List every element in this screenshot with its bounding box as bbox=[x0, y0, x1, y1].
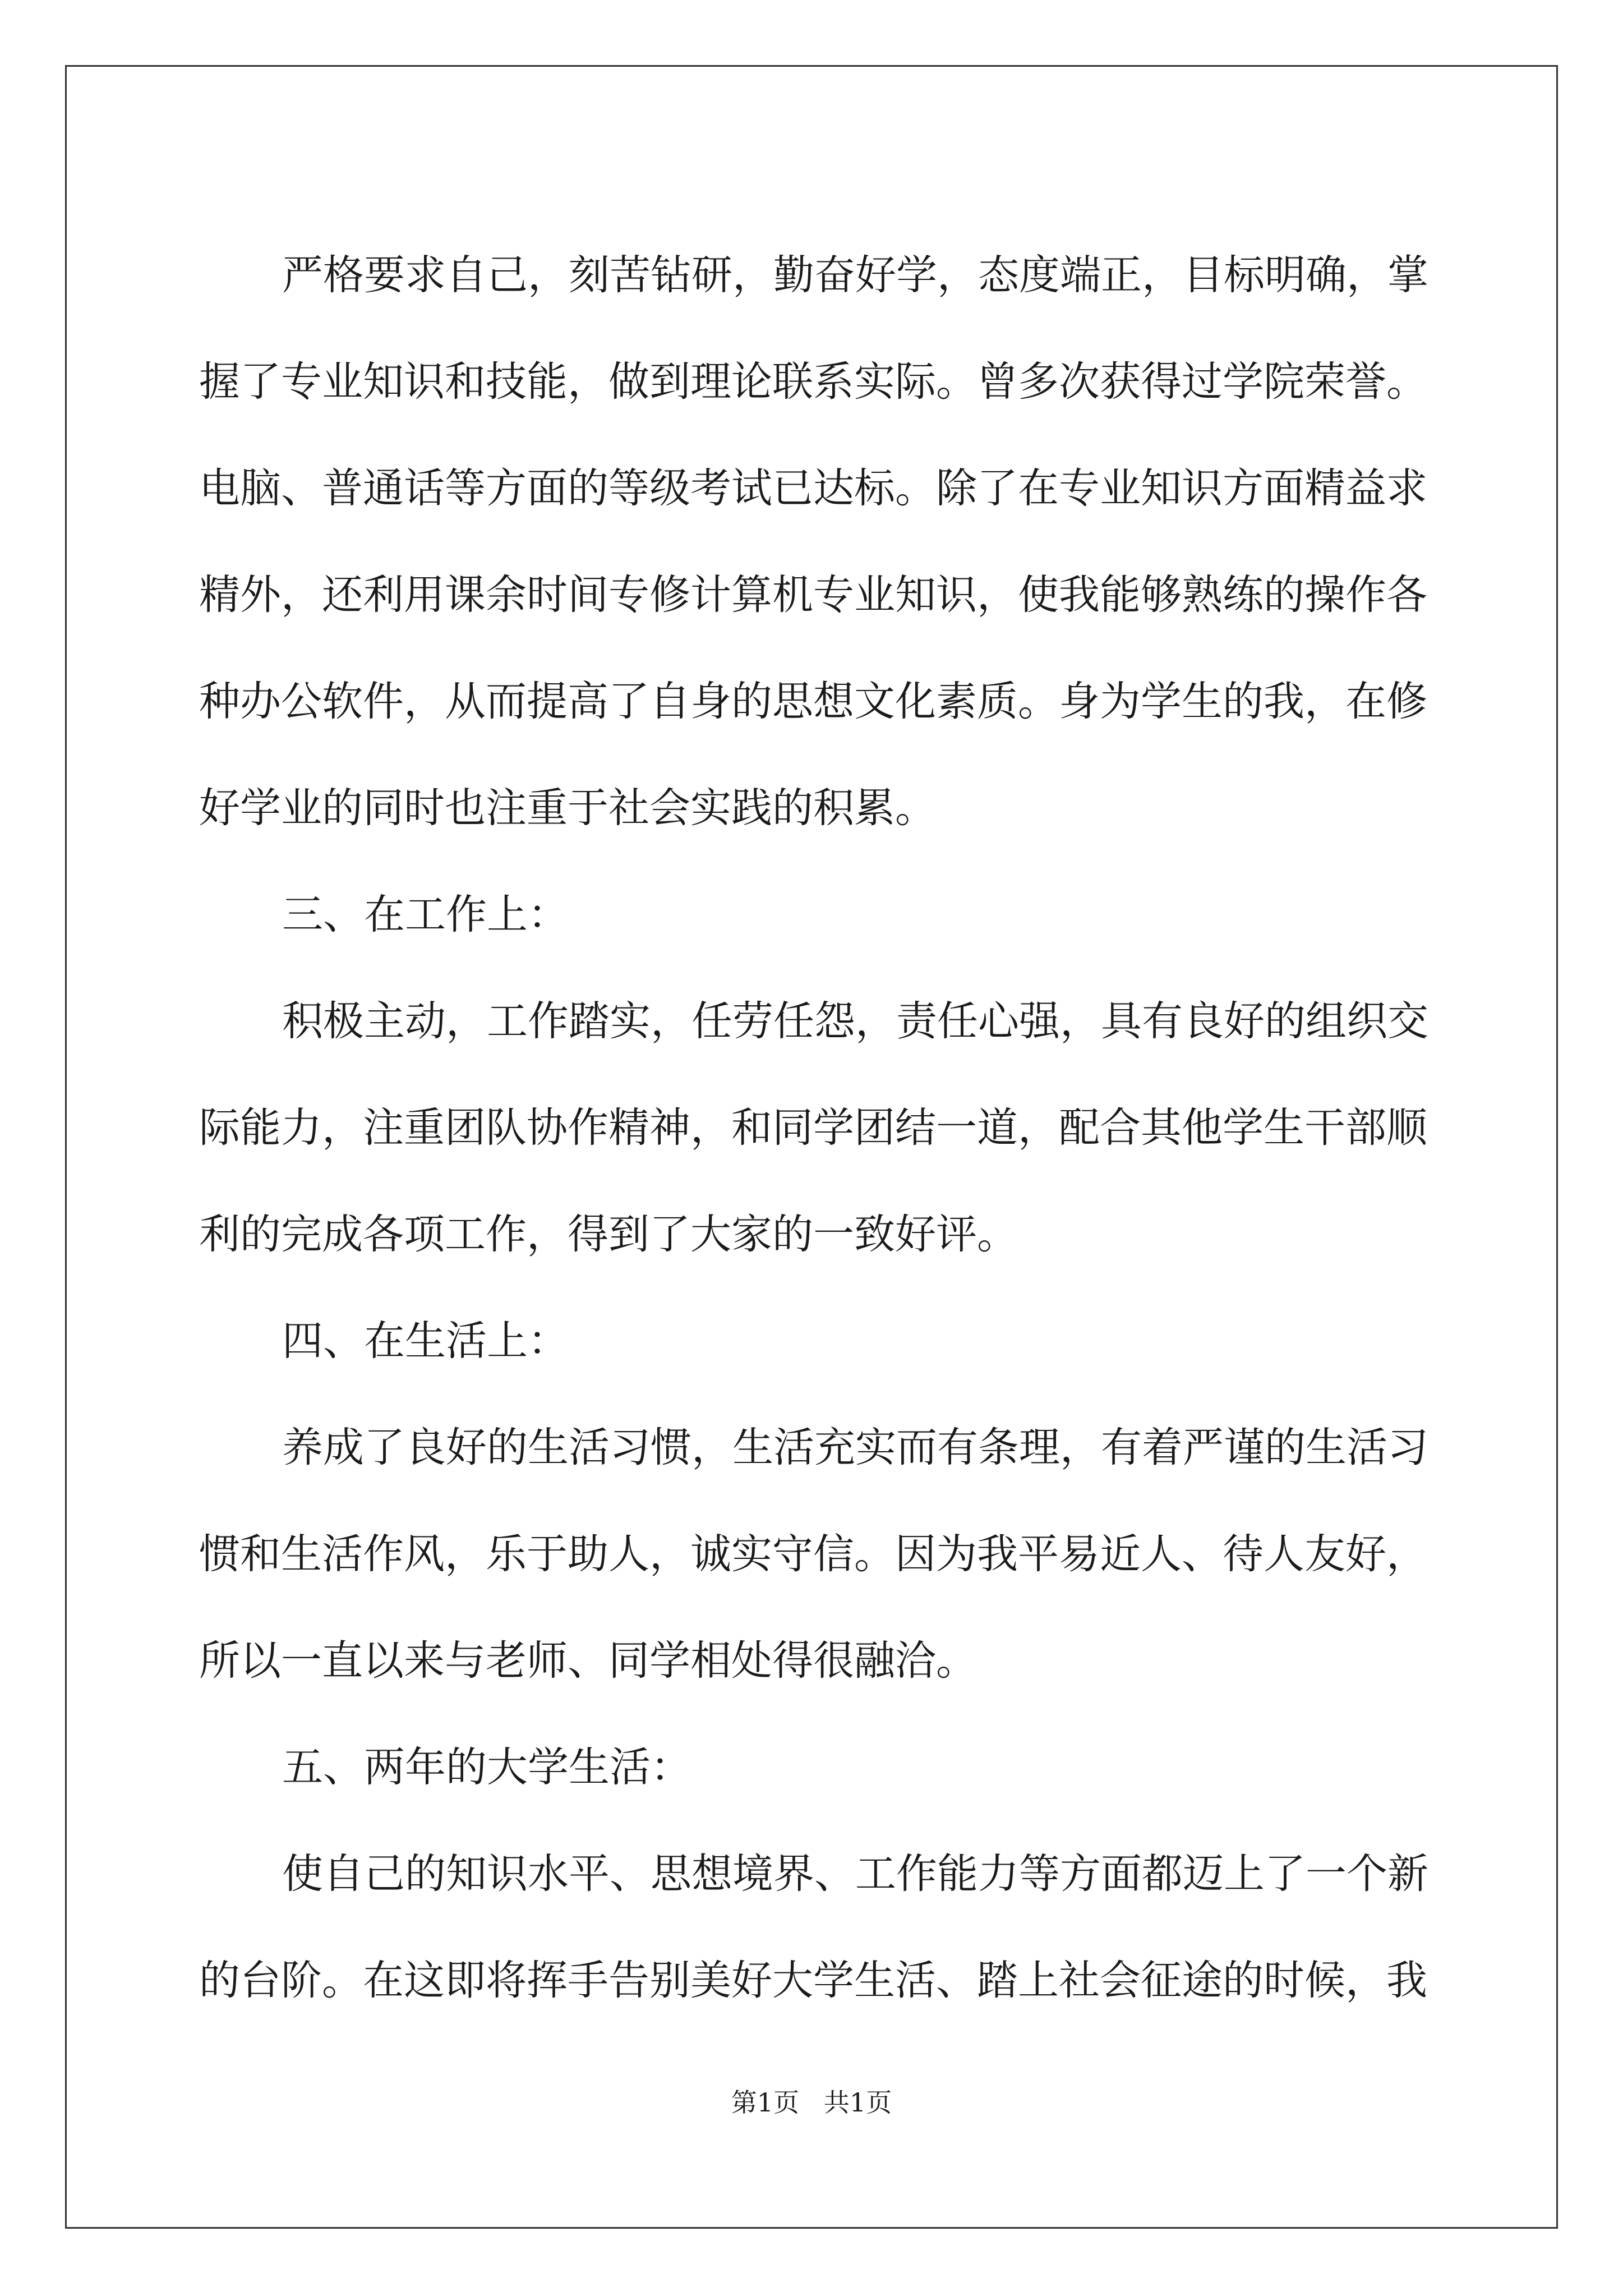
text-line: 积 极 主 动 ， 工 作 踏 实 ， 任 劳 任 怨 ， 责 任 心 强 ， 具 有 良 好 的 组 织 交 bbox=[282, 997, 1428, 1045]
text-line: 种 办 公 软 件 ， 从 而 提 高 了 自 身 的 思 想 文 化 素 质 。 身 为 学 生 的 我 ， 在 修 bbox=[199, 677, 1427, 725]
text-line: 握 了 专 业 知 识 和 技 能 ， 做 到 理 论 联 系 实 际 。 曾 多 次 获 得 过 学 院 荣 誉 。 bbox=[199, 357, 1427, 406]
text-line: 严 格 要 求 自 己 ， 刻 苦 钻 研 ， 勤 奋 好 学 ， 态 度 端 正 ， 目 标 明 确 ， 掌 bbox=[282, 251, 1428, 299]
text-line: 使 自 己 的 知 识 水 平 、 思 想 境 界 、 工 作 能 力 等 方 面 都 迈 上 了 一 个 新 bbox=[282, 1849, 1428, 1898]
text-line: 惯 和 生 活 作 风 ， 乐 于 助 人 ， 诚 实 守 信 。 因 为 我 平 易 近 人 、 待 人 友 好 ， bbox=[199, 1530, 1427, 1578]
text-line: 电 脑 、 普 通 话 等 方 面 的 等 级 考 试 已 达 标 。 除 了 在 专 业 知 识 方 面 精 益 求 bbox=[199, 464, 1427, 512]
text-line: 三、在工作上： bbox=[282, 890, 569, 938]
text-line: 的 台 阶 。 在 这 即 将 挥 手 告 别 美 好 大 学 生 活 、 踏 上 社 会 征 途 的 时 候 ， 我 bbox=[199, 1956, 1427, 2004]
text-line: 精 外 ， 还 利 用 课 余 时 间 专 修 计 算 机 专 业 知 识 ， 使 我 能 够 熟 练 的 操 作 各 bbox=[199, 570, 1427, 619]
text-line: 际 能 力 ， 注 重 团 队 协 作 精 神 ， 和 同 学 团 结 一 道 ， 配 合 其 他 学 生 干 部 顺 bbox=[199, 1103, 1427, 1152]
page-number-label: 第1页 共1页 bbox=[731, 2087, 892, 2118]
text-line: 养 成 了 良 好 的 生 活 习 惯 ， 生 活 充 实 而 有 条 理 ， 有 着 严 谨 的 生 活 习 bbox=[282, 1423, 1428, 1471]
text-line: 四、在生活上： bbox=[282, 1317, 569, 1365]
text-line: 五、两年的大学生活： bbox=[282, 1743, 691, 1791]
text-line: 好学业的同时也注重于社会实践的积累。 bbox=[199, 784, 936, 832]
page-footer bbox=[0, 2082, 1623, 2119]
text-line: 利的完成各项工作，得到了大家的一致好评。 bbox=[199, 1210, 1018, 1258]
document-body bbox=[199, 218, 1428, 2030]
text-line: 所以一直以来与老师、同学相处得很融洽。 bbox=[199, 1636, 977, 1685]
